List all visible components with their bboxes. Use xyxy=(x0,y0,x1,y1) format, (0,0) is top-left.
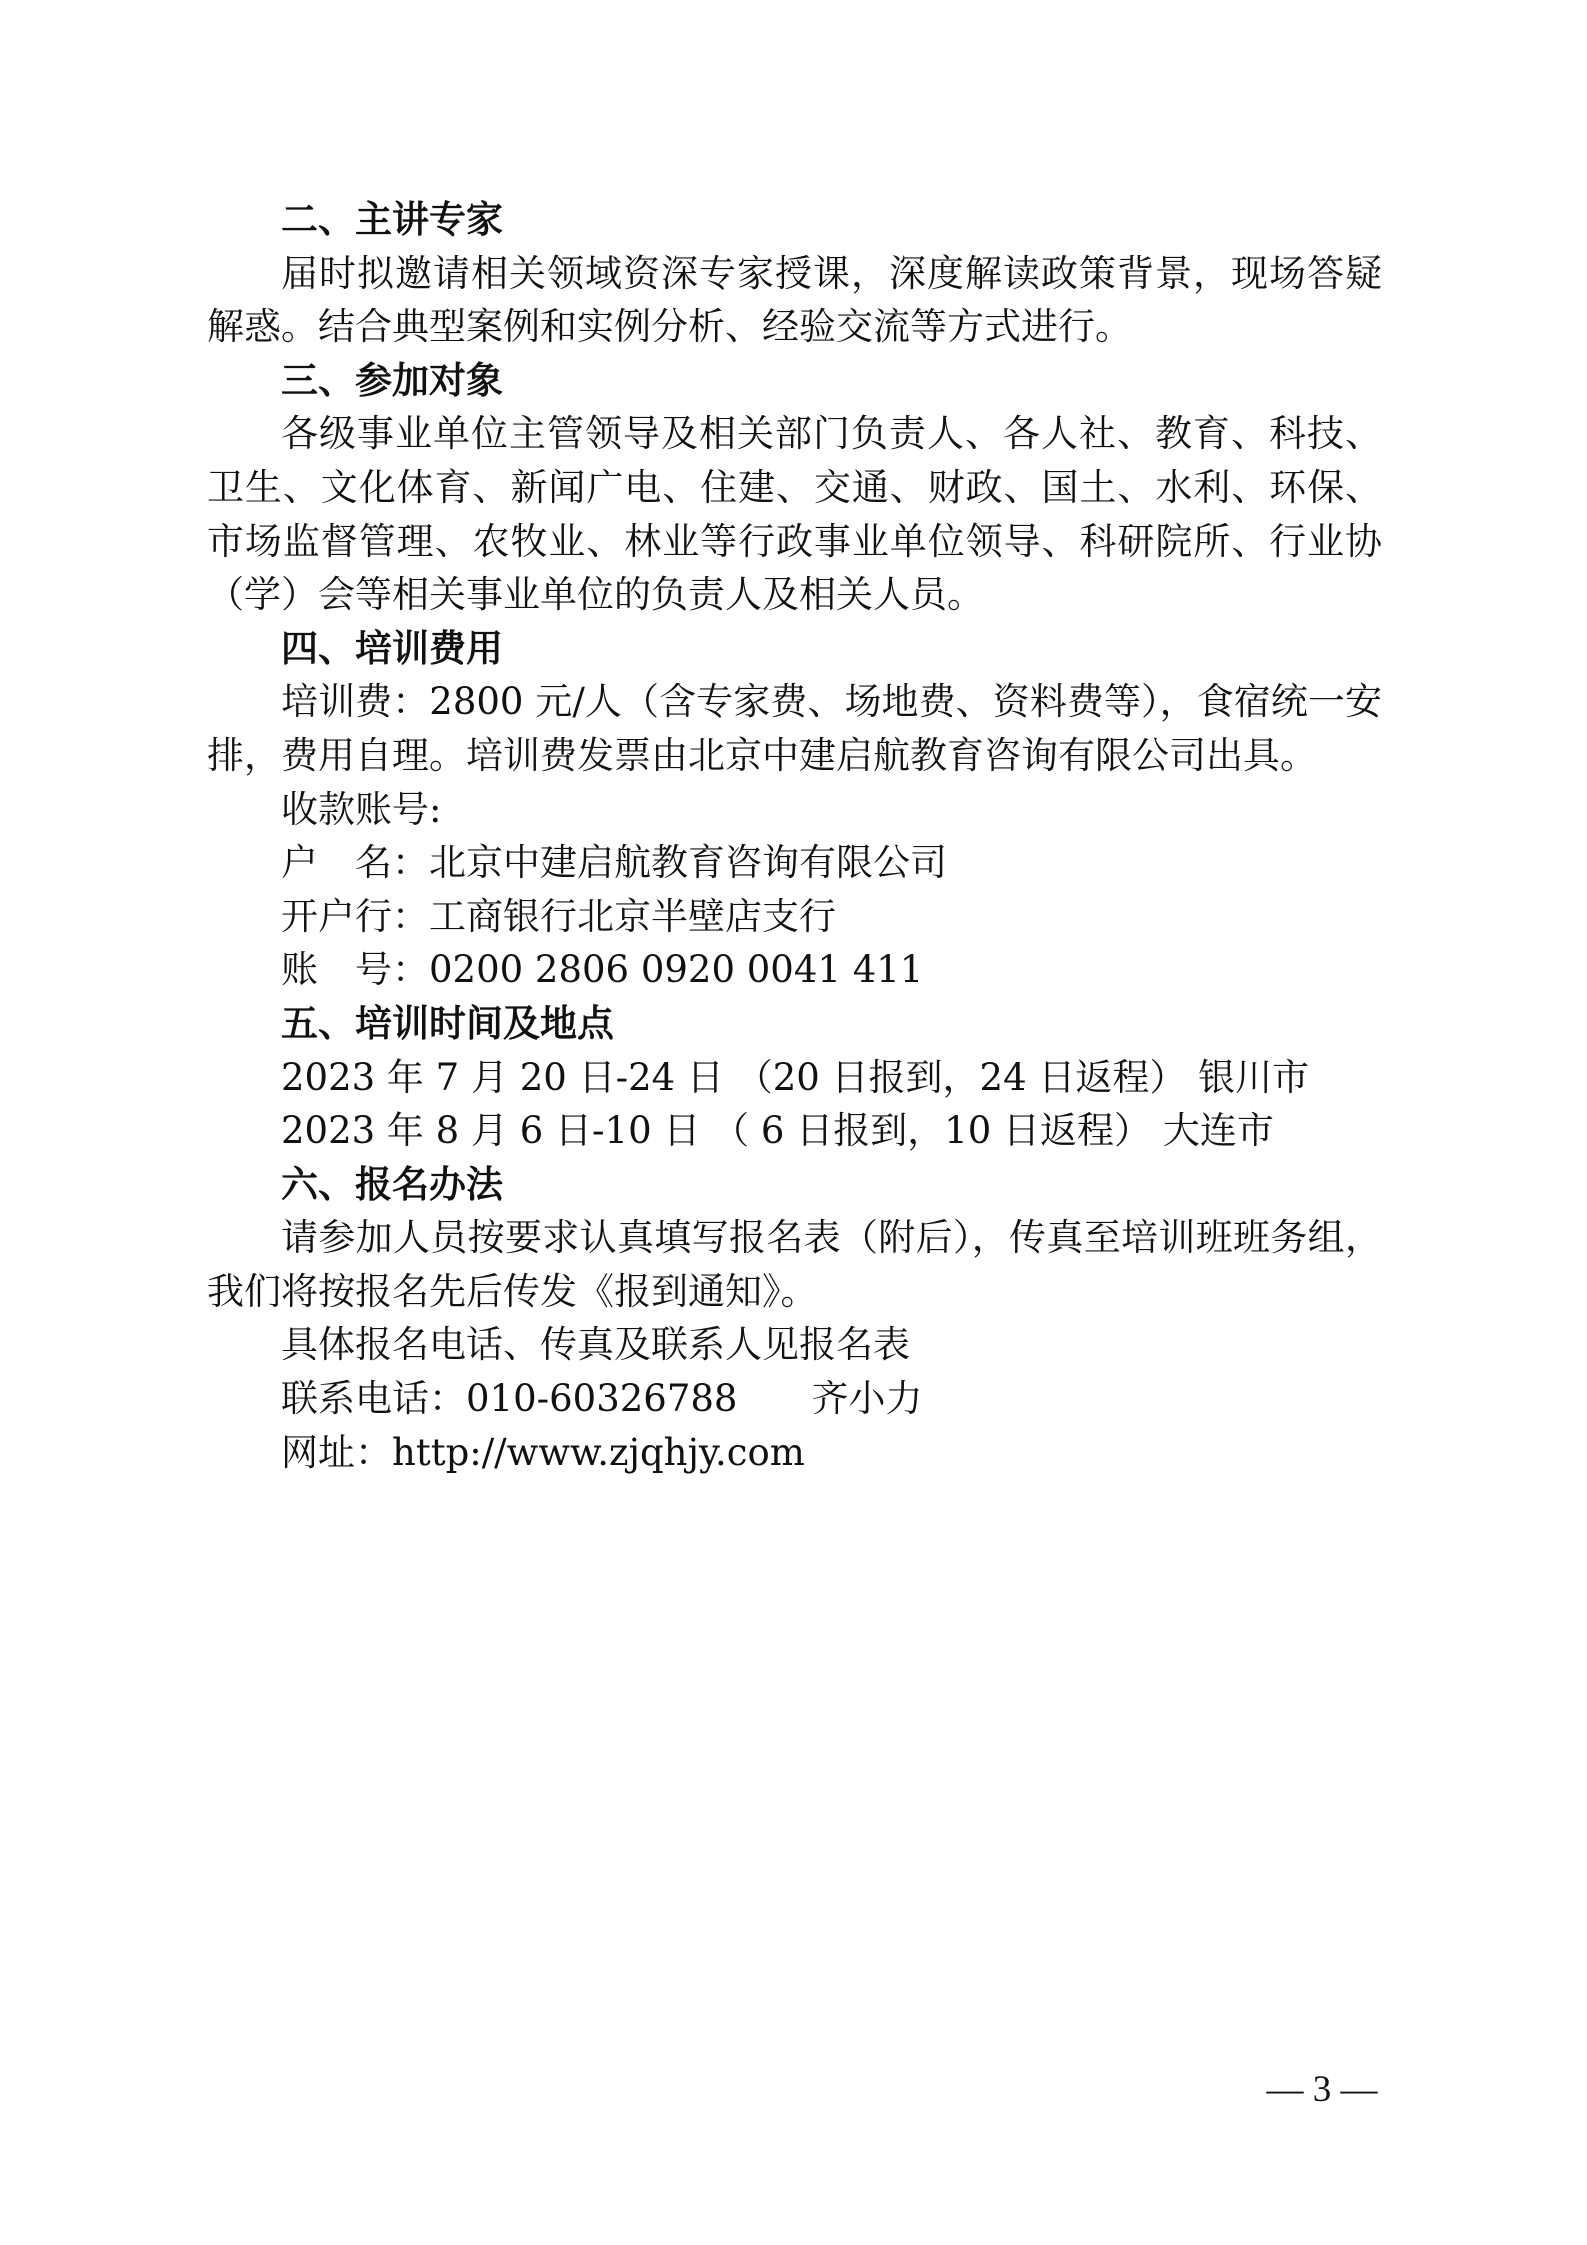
account-number: 账 号：0200 2806 0920 0041 411 xyxy=(281,948,924,992)
page-number: — 3 — xyxy=(1266,2069,1378,2110)
heading-participants: 三、参加对象 xyxy=(281,357,503,402)
website-url: 网址：http://www.zjqhjy.com xyxy=(281,1430,805,1474)
registration-paragraph: 请参加人员按要求认真填写报名表（附后），传真至培训班班务组，我们将按报名先后传发《报到通知》。 xyxy=(207,1216,1382,1313)
heading-experts: 二、主讲专家 xyxy=(281,197,503,241)
bank-name: 开户行：工商银行北京半壁店支行 xyxy=(281,894,836,938)
experts-paragraph: 届时拟邀请相关领域资深专家授课，深度解读政策背景，现场答疑解惑。结合典型案例和实例分析、经验交流等方式进行。 xyxy=(207,251,1382,349)
heading-schedule: 五、培训时间及地点 xyxy=(281,1000,614,1045)
schedule-session-2: 2023 年 8 月 6 日-10 日 （ 6 日报到，10 日返程） 大连市 xyxy=(281,1109,1274,1153)
participants-paragraph: 各级事业单位主管领导及相关部门负责人、各人社、教育、科技、卫生、文化体育、新闻广电、住建、交通、财政、国土、水利、环保、市场监督管理、农牧业、林业等行政事业单位领导、科研院所、行业协（学）会等相关事业单位的负责人及相关人员。 xyxy=(207,412,1382,617)
heading-fees: 四、培训费用 xyxy=(281,625,503,670)
payee-name: 户 名：北京中建启航教育咨询有限公司 xyxy=(281,841,947,885)
heading-registration: 六、报名办法 xyxy=(281,1161,503,1206)
account-label: 收款账号: xyxy=(281,787,442,831)
registration-note: 具体报名电话、传真及联系人见报名表 xyxy=(281,1323,910,1367)
contact-phone: 联系电话：010-60326788 齐小力 xyxy=(281,1377,923,1421)
document-body xyxy=(207,193,1382,1479)
schedule-session-1: 2023 年 7 月 20 日-24 日 （20 日报到，24 日返程） 银川市 xyxy=(281,1055,1310,1099)
fees-paragraph: 培训费：2800 元/人（含专家费、场地费、资料费等），食宿统一安排，费用自理。培训费发票由北京中建启航教育咨询有限公司出具。 xyxy=(207,680,1382,777)
